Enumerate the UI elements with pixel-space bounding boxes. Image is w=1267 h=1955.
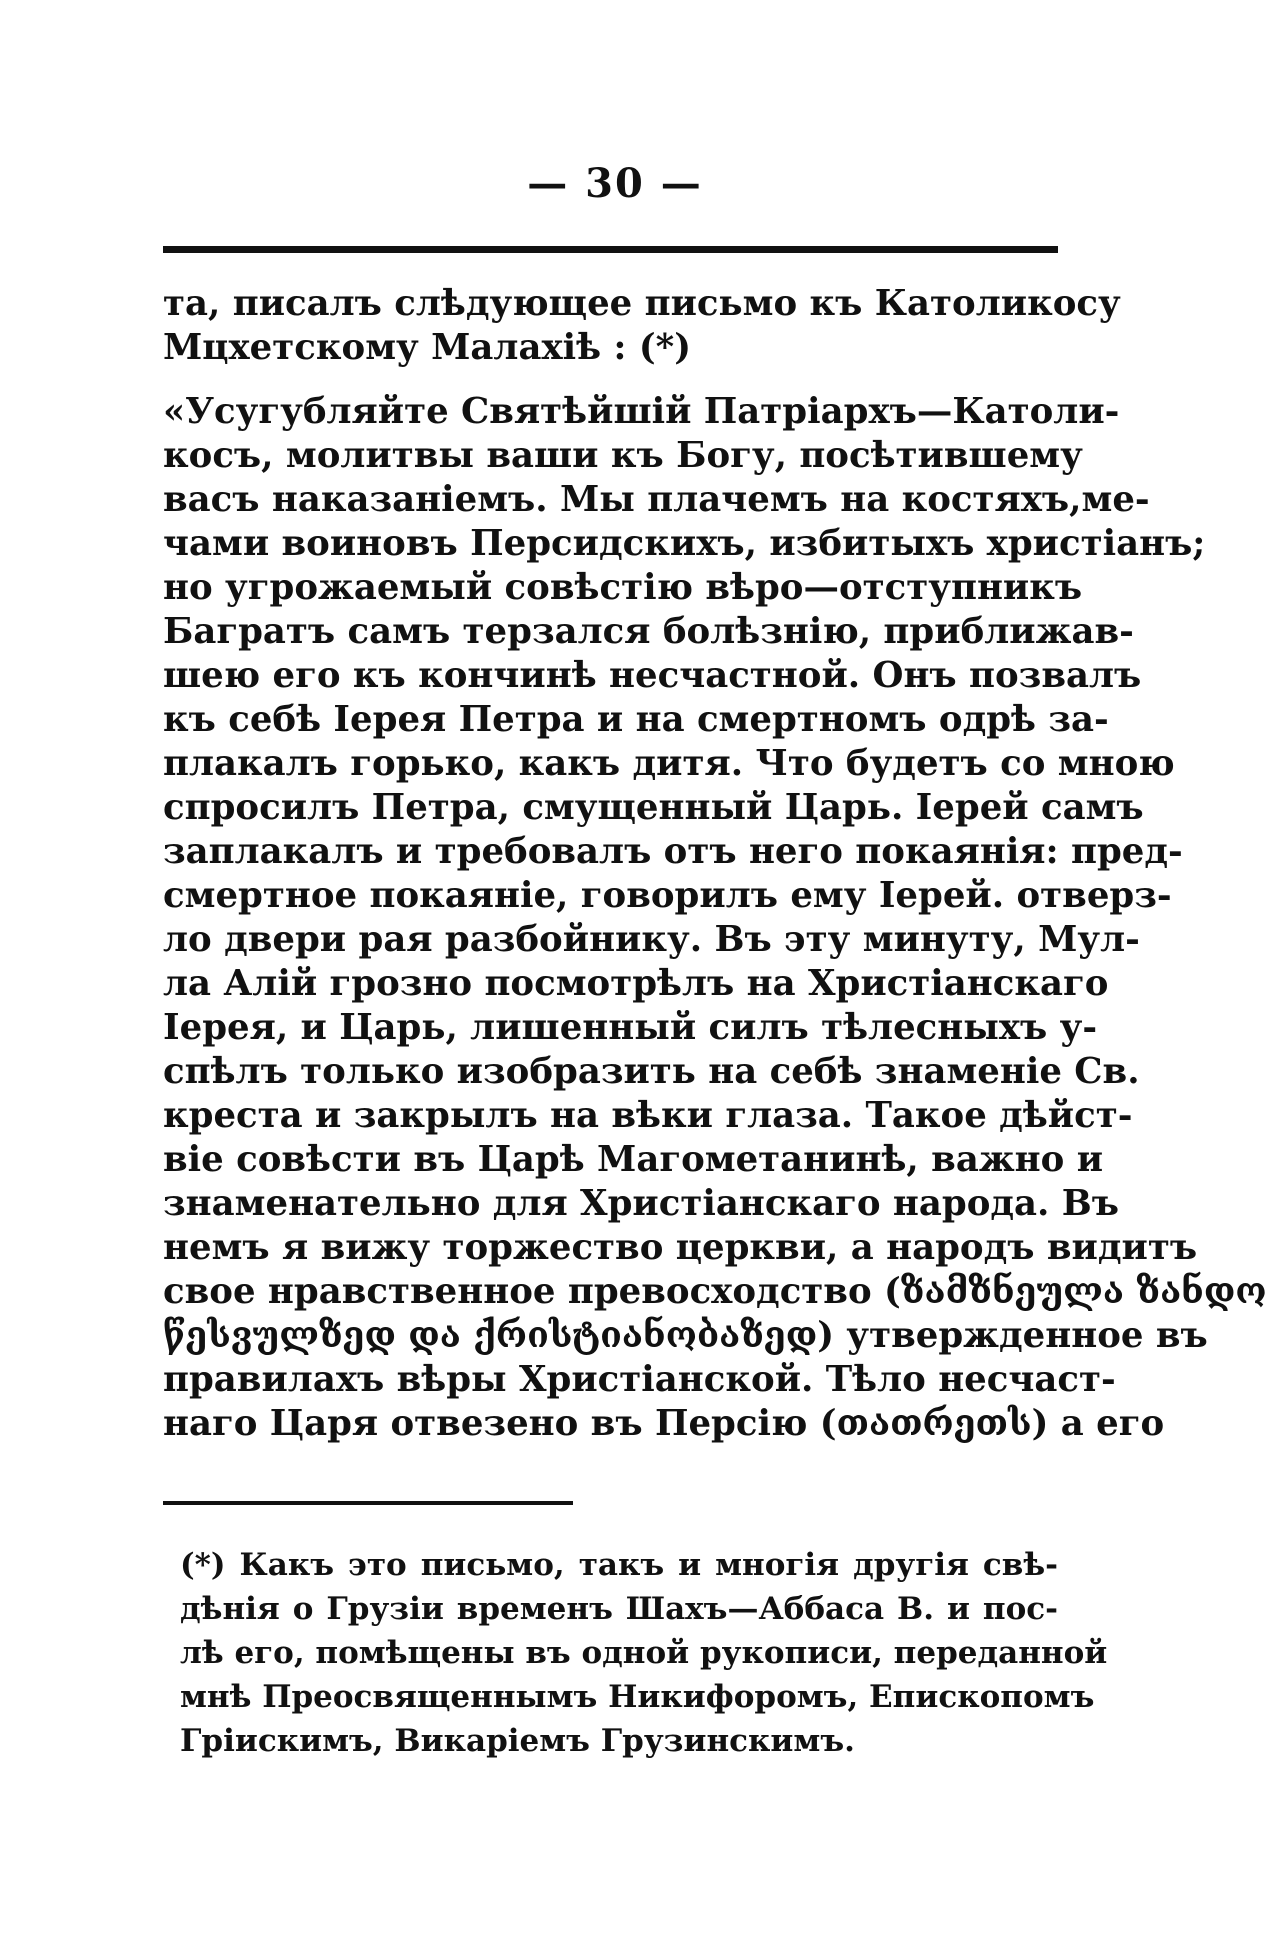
footnote-line: лѣ его, помѣщены въ одной рукописи, переданной — [180, 1635, 1108, 1671]
text-line: Іерея, и Царь, лишенный силъ тѣлесныхъ у- — [163, 1007, 1098, 1048]
paragraph-gap — [163, 370, 1058, 390]
text-line: знаменательно для Христіанскаго народа. Въ — [163, 1183, 1119, 1224]
text-line: чами воиновъ Персидскихъ, избитыхъ христіанъ; — [163, 523, 1206, 564]
text-line: «Усугубляйте Святѣйшій Патріархъ—Католи- — [163, 391, 1120, 432]
text-line: васъ наказаніемъ. Мы плачемъ на костяхъ,ме- — [163, 479, 1150, 520]
footnote-line: Гріискимъ, Викаріемъ Грузинскимъ. — [180, 1723, 855, 1759]
footnote-line: дѣнія о Грузіи временъ Шахъ—Аббаса В. и пос- — [180, 1591, 1058, 1627]
text-line: заплакалъ и требовалъ отъ него покаянія: пред- — [163, 831, 1183, 872]
text-line: къ себѣ Іерея Петра и на смертномъ одрѣ за- — [163, 699, 1109, 740]
text-line: ло двери рая разбойнику. Въ эту минуту, Мул- — [163, 919, 1140, 960]
footnote-rule — [163, 1501, 573, 1505]
text-line: плакалъ горько, какъ дитя. Что будетъ со мною — [163, 743, 1175, 784]
text-line: Багратъ самъ терзался болѣзнію, приближав- — [163, 611, 1134, 652]
text-line: ла Алій грозно посмотрѣлъ на Христіанскаго — [163, 963, 1109, 1004]
text-line: немъ я вижу торжество церкви, а народъ видитъ — [163, 1227, 1198, 1268]
text-line: креста и закрылъ на вѣки глаза. Такое дѣйст- — [163, 1095, 1133, 1136]
text-line: спѣлъ только изобразить на себѣ знаменіе Св. — [163, 1051, 1140, 1092]
footnote — [180, 1545, 1108, 1765]
page-number: — 30 — — [527, 160, 703, 207]
footnote-line: (*) Какъ это письмо, такъ и многія другія свѣ- — [180, 1547, 1058, 1583]
footnote-line: мнѣ Преосвященнымъ Никифоромъ, Епископомъ — [180, 1679, 1095, 1715]
text-line: но угрожаемый совѣстію вѣро—отступникъ — [163, 567, 1083, 608]
text-line: წესვულზედ და ქრისტიანობაზედ) утвержденное въ — [163, 1315, 1208, 1356]
text-line: косъ, молитвы ваши къ Богу, посѣтившему — [163, 435, 1083, 476]
text-line: Мцхетскому Малахіѣ : (*) — [163, 327, 692, 368]
text-line: шею его къ кончинѣ несчастной. Онъ позвалъ — [163, 655, 1142, 696]
text-line: віе совѣсти въ Царѣ Магометанинѣ, важно и — [163, 1139, 1104, 1180]
text-line: спросилъ Петра, смущенный Царь. Іерей самъ — [163, 787, 1144, 828]
text-line: наго Царя отвезено въ Персію (თათრეთს) а его — [163, 1403, 1165, 1444]
text-line: та, писалъ слѣдующее письмо къ Католикосу — [163, 283, 1121, 324]
main-text — [163, 282, 1267, 1446]
text-line: смертное покаяніе, говорилъ ему Іерей. отверз- — [163, 875, 1172, 916]
header-rule — [163, 246, 1058, 253]
text-line: свое нравственное превосходство (ზამზნეულა ზანდო — [163, 1271, 1267, 1312]
text-line: правилахъ вѣры Христіанской. Тѣло несчаст- — [163, 1359, 1116, 1400]
